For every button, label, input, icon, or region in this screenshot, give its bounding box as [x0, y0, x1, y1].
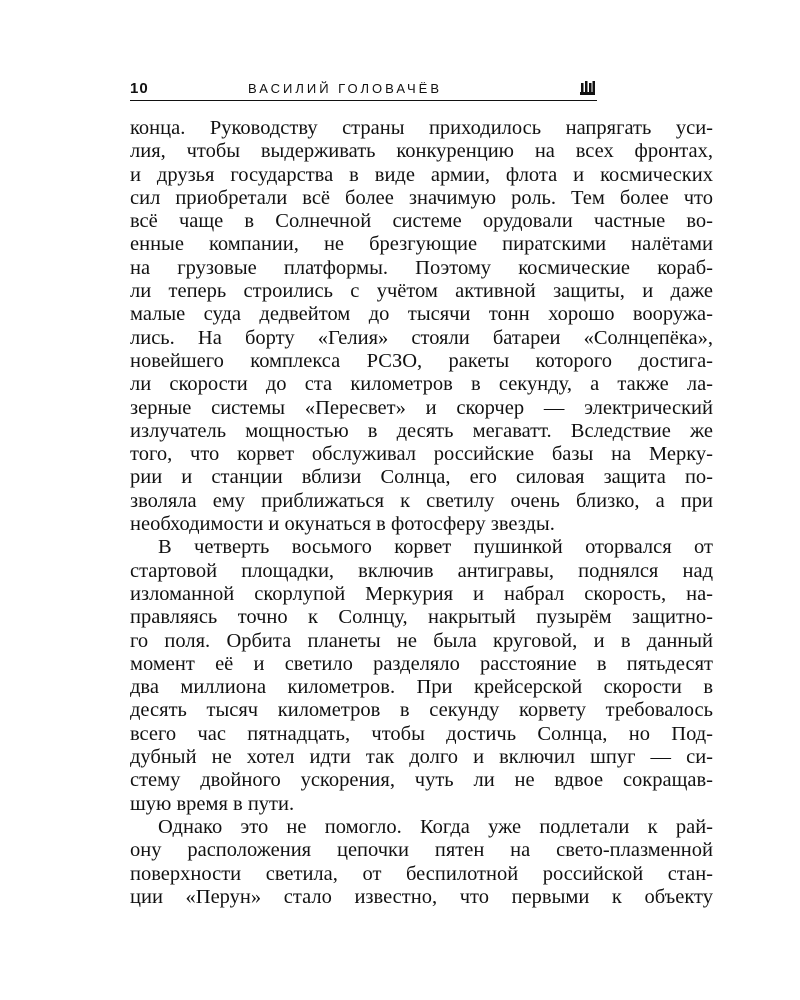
text-line: того, что корвет обслуживал российские базы на Мерку-: [130, 443, 713, 466]
text-line: новейшего комплекса РСЗО, ракеты которого достига-: [130, 349, 713, 372]
text-line: всё чаще в Солнечной системе орудовали частные во-: [130, 210, 713, 233]
text-line: на грузовые платформы. Поэтому космические кораб-: [130, 256, 713, 279]
text-line: Однако это не помогло. Когда уже подлетали к рай-: [158, 815, 713, 838]
text-line: ции «Перун» стало известно, что первыми к объекту: [130, 885, 713, 908]
text-line: ону расположения цепочки пятен на свето-плазменной: [130, 839, 713, 862]
text-line: рии и станции вблизи Солнца, его силовая защита по-: [130, 466, 713, 489]
body-text: [130, 117, 713, 909]
text-line: два миллиона километров. При крейсерской скорости в: [130, 676, 713, 699]
text-line: десять тысяч километров в секунду корвету требовалось: [130, 699, 713, 722]
text-line: дубный не хотел идти так долго и включил шпуг — си-: [130, 746, 713, 769]
text-line: стему двойного ускорения, чуть ли не вдвое сокращав-: [130, 769, 713, 792]
text-line: момент её и светило разделяло расстояние в пятьдесят: [130, 652, 713, 675]
text-line: зерные системы «Пересвет» и скорчер — электрический: [130, 396, 713, 419]
text-line: стартовой площадки, включив антигравы, поднялся над: [130, 559, 713, 582]
text-line: малые суда дедвейтом до тысячи тонн хорошо вооружа-: [130, 303, 713, 326]
text-line: необходимости и окунаться в фотосферу звезды.: [130, 513, 555, 536]
text-line: сил приобретали всё более значимую роль. Тем более что: [130, 186, 713, 209]
text-line: изломанной скорлупой Меркурия и набрал скорость, на-: [130, 582, 713, 605]
text-line: и друзья государства в виде армии, флота и космических: [130, 163, 713, 186]
text-line: лия, чтобы выдерживать конкуренцию на всех фронтах,: [130, 140, 713, 163]
publisher-logo-icon: [580, 81, 595, 96]
text-line: зволяла ему приближаться к светилу очень близко, а при: [130, 489, 713, 512]
text-line: В четверть восьмого корвет пушинкой оторвался от: [158, 536, 713, 559]
running-head-author: ВАСИЛИЙ ГОЛОВАЧЁВ: [248, 81, 443, 96]
text-line: енные компании, не брезгующие пиратскими налётами: [130, 233, 713, 256]
text-line: шую время в пути.: [130, 792, 295, 815]
text-line: поверхности светила, от беспилотной российской стан-: [130, 862, 713, 885]
text-line: лись. На борту «Гелия» стояли батареи «Солнцепёка»,: [130, 326, 713, 349]
text-line: го поля. Орбита планеты не была круговой, и в данный: [130, 629, 713, 652]
page-number: 10: [130, 80, 149, 97]
text-line: всего час пятнадцать, чтобы достичь Солнца, но Под-: [130, 722, 713, 745]
header-rule: [130, 100, 597, 101]
page-header: [130, 80, 597, 102]
text-line: излучатель мощностью в десять мегаватт. Вследствие же: [130, 419, 713, 442]
text-line: ли теперь строились с учётом активной защиты, и даже: [130, 280, 713, 303]
text-line: правляясь точно к Солнцу, накрытый пузырём защитно-: [130, 606, 713, 629]
text-line: конца. Руководству страны приходилось напрягать уси-: [130, 117, 713, 139]
text-line: ли скорости до ста километров в секунду, а также ла-: [130, 373, 713, 396]
